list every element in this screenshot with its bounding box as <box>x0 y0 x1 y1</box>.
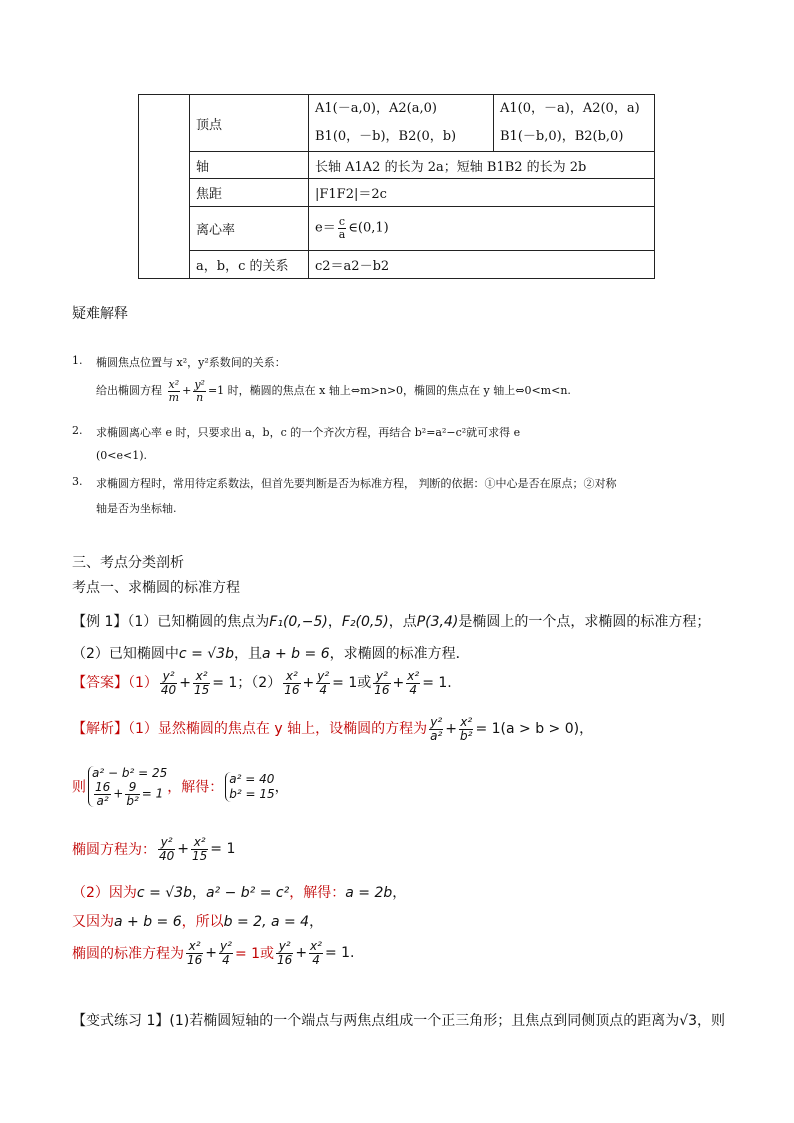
row-label-focal: 焦距 <box>190 179 309 207</box>
row-label-abc: a，b，c 的关系 <box>190 251 309 279</box>
answer-tag: 【答案】 <box>72 675 128 692</box>
analysis-line-3: 又因为a + b = 6，所以b = 2, a = 4， <box>72 914 324 930</box>
example-1-part-1: 【例 1】（1）已知椭圆的焦点为F₁(0,−5)，F₂(0,5)，点P(3,4)是椭圆上的一个点，求椭圆的标准方程； <box>72 614 711 630</box>
doubt-item-3-line1: 求椭圆方程时，常用待定系数法，但首先要判断是否为标准方程， 判断的依据：①中心是否在原点；②对称 <box>96 477 617 490</box>
variant-practice-1: 【变式练习 1】(1)若椭圆短轴的一个端点与两焦点组成一个正三角形；且焦点到同侧顶点的距离为√3，则 <box>72 1013 726 1029</box>
kaodian-heading: 考点一、求椭圆的标准方程 <box>72 580 240 596</box>
answer-line: 【答案】（1） $\frac{\text{y²}}{40}$ + $\frac{\text{x²}}{15}$ = 1；（2） $\frac{\text{x²}}{16}$ + $\frac{\text{y²}}{4}$ = 1或 $\frac{\text{y²}}{16}$ + $\frac{\text{x²}}{4}$ = 1. <box>72 669 452 697</box>
row-label-eccentricity: 离心率 <box>190 207 309 251</box>
row-label-vertex: 顶点 <box>190 95 309 152</box>
analysis-equation: 椭圆方程为： $\frac{\text{y²}}{40}$ + $\frac{\text{x²}}{15}$ = 1 <box>72 835 236 863</box>
doubt-item-3-num: 3. <box>72 475 83 488</box>
doubt-item-1-line1: 椭圆焦点位置与 x²，y²系数间的关系： <box>96 356 286 369</box>
axis-value: 长轴 A1A2 的长为 2a；短轴 B1B2 的长为 2b <box>309 152 655 179</box>
eccentricity-value: e＝ $\frac{c}{a}$ ∈(0,1) <box>309 207 655 251</box>
analysis-line-2: （2）因为c = √3b，a² − b² = c²，解得：a = 2b， <box>72 885 407 901</box>
vertex-vertical: A1(0，－a)，A2(0，a) B1(－b,0)，B2(b,0) <box>494 95 655 152</box>
doubt-item-1-num: 1. <box>72 354 83 367</box>
analysis-system: 则 a² − b² = 25 $\frac{16}{\text{a²}}$ + $\frac{9}{\text{b²}}$ = 1 ，解得： a² = 40 b² = 15 ， <box>72 766 289 808</box>
table-side-cell <box>139 95 190 279</box>
section-heading: 三、考点分类剖析 <box>72 555 184 571</box>
abc-value: c2＝a2－b2 <box>309 251 655 279</box>
doubt-item-2-line1: 求椭圆离心率 e 时，只要求出 a，b，c 的一个齐次方程，再结合 b²=a²−c²就可求得 e <box>96 426 521 439</box>
doubt-item-2-line2: (0<e<1). <box>96 449 148 462</box>
analysis-line-4: 椭圆的标准方程为 $\frac{\text{x²}}{16}$ + $\frac{\text{y²}}{4}$ = 1或 $\frac{\text{y²}}{16}$ + $\frac{\text{x²}}{4}$ = 1. <box>72 939 355 967</box>
doubt-item-3-line2: 轴是否为坐标轴. <box>96 502 177 515</box>
focal-value: |F1F2|＝2c <box>309 179 655 207</box>
doubt-item-1-line2: 给出椭圆方程 $\frac{\text{x²}}{m}$ + $\frac{\text{y²}}{n}$ =1 时，椭圆的焦点在 x 轴上⇔m>n>0，椭圆的焦点在 y 轴上⇔0<m<n. <box>96 378 571 404</box>
vertex-horizontal: A1(－a,0)，A2(a,0) B1(0，－b)，B2(0，b) <box>309 95 494 152</box>
doubt-item-2-num: 2. <box>72 424 83 437</box>
example-1-part-2: （2）已知椭圆中c = √3b，且a + b = 6，求椭圆的标准方程． <box>72 646 470 662</box>
analysis-line-1: 【解析】（1）显然椭圆的焦点在 y 轴上，设椭圆的方程为 $\frac{\text{y²}}{\text{a²}}$ + $\frac{\text{x²}}{\text{b²}}$ = 1(a > b > 0)， <box>72 715 594 743</box>
ellipse-properties-table <box>138 94 655 279</box>
doubt-title: 疑难解释 <box>72 306 128 322</box>
row-label-axis: 轴 <box>190 152 309 179</box>
analysis-tag: 【解析】 <box>72 721 128 738</box>
